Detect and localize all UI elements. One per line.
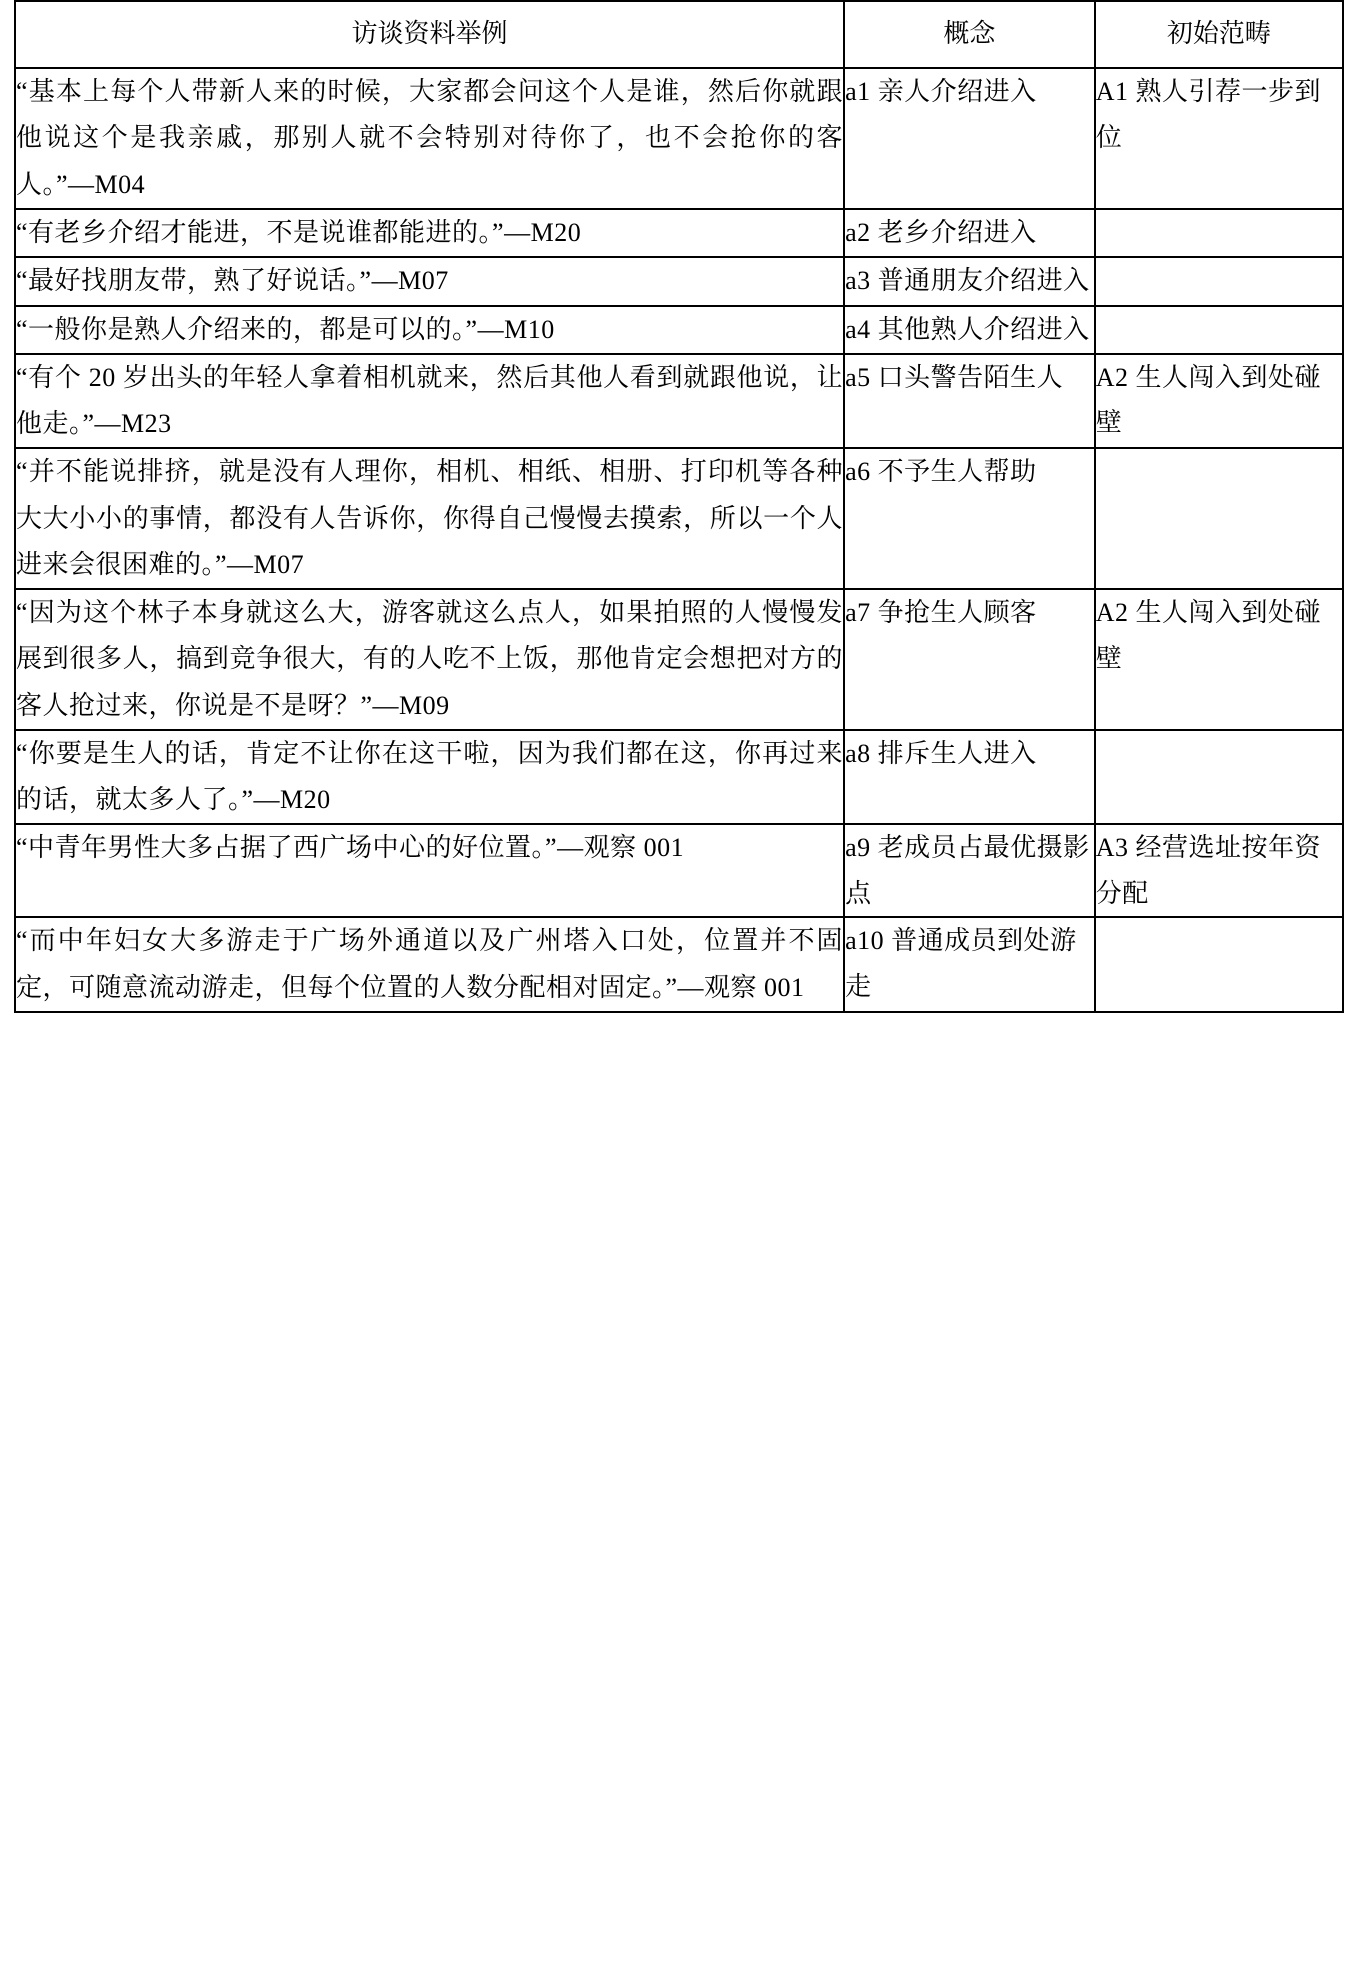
concept-text: a6 不予生人帮助 [845, 457, 1037, 487]
quote-cell [15, 448, 844, 589]
column-header-interview-examples: 访谈资料举例 [15, 1, 844, 68]
quote-text: “有老乡介绍才能进，不是说谁都能进的。”—M20 [16, 217, 582, 247]
concept-cell [844, 917, 1095, 1012]
concept-cell [844, 209, 1095, 257]
table-row [15, 257, 1343, 305]
quote-cell [15, 589, 844, 730]
table-row [15, 68, 1343, 209]
quote-text: “并不能说排挤，就是没有人理你，相机、相纸、相册、打印机等各种大大小小的事情，都没有人告诉你，你得自己慢慢去摸索，所以一个人进来会很困难的。”—M07 [16, 457, 844, 579]
concept-text: a10 普通成员到处游走 [845, 926, 1077, 1001]
quote-cell [15, 306, 844, 354]
table-row [15, 589, 1343, 730]
concept-cell [844, 354, 1095, 449]
column-header-initial-category: 初始范畴 [1095, 1, 1343, 68]
category-cell [1095, 306, 1343, 354]
column-header-concept: 概念 [844, 1, 1095, 68]
table-row [15, 306, 1343, 354]
concept-text: a3 普通朋友介绍进入 [845, 266, 1090, 296]
category-cell [1095, 730, 1343, 825]
quote-text: “中青年男性大多占据了西广场中心的好位置。”—观察 001 [16, 833, 685, 863]
category-text: A2 生人闯入到处碰壁 [1095, 362, 1322, 438]
table-body [15, 68, 1343, 1012]
concept-text: a5 口头警告陌生人 [845, 362, 1064, 392]
coding-table [14, 0, 1344, 1013]
table-header [15, 1, 1343, 68]
concept-cell [844, 824, 1095, 917]
quote-cell [15, 917, 844, 1012]
concept-text: a7 争抢生人顾客 [845, 598, 1037, 628]
quote-text: “最好找朋友带，熟了好说话。”—M07 [16, 266, 449, 296]
quote-cell [15, 354, 844, 449]
category-cell [1095, 448, 1343, 589]
table-row [15, 354, 1343, 449]
category-cell [1095, 68, 1343, 209]
category-cell [1095, 209, 1343, 257]
concept-text: a4 其他熟人介绍进入 [845, 314, 1090, 344]
concept-text: a2 老乡介绍进入 [845, 217, 1037, 247]
table-row [15, 209, 1343, 257]
concept-cell [844, 448, 1095, 589]
quote-cell [15, 730, 844, 825]
concept-text: a1 亲人介绍进入 [845, 77, 1037, 107]
concept-cell [844, 589, 1095, 730]
quote-text: “因为这个林子本身就这么大，游客就这么点人，如果拍照的人慢慢发展到很多人，搞到竞争很大，有的人吃不上饭，那他肯定会想把对方的客人抢过来，你说是不是呀？”—M09 [16, 598, 844, 720]
quote-cell [15, 257, 844, 305]
concept-cell [844, 306, 1095, 354]
table-row [15, 448, 1343, 589]
table-row [15, 917, 1343, 1012]
table-row [15, 730, 1343, 825]
category-cell [1095, 589, 1343, 730]
quote-text: “一般你是熟人介绍来的，都是可以的。”—M10 [16, 314, 555, 344]
concept-cell [844, 68, 1095, 209]
category-cell [1095, 257, 1343, 305]
concept-text: a8 排斥生人进入 [845, 738, 1037, 768]
category-text: A2 生人闯入到处碰壁 [1095, 598, 1322, 673]
quote-cell [15, 68, 844, 209]
quote-text: “有个 20 岁出头的年轻人拿着相机就来，然后其他人看到就跟他说，让他走。”—M23 [16, 362, 844, 439]
category-cell [1095, 824, 1343, 917]
category-cell [1095, 354, 1343, 449]
quote-cell [15, 209, 844, 257]
category-cell [1095, 917, 1343, 1012]
concept-text: a9 老成员占最优摄影点 [845, 833, 1090, 908]
category-text: A1 熟人引荐一步到位 [1095, 77, 1322, 152]
category-text: A3 经营选址按年资分配 [1095, 833, 1322, 908]
quote-text: “而中年妇女大多游走于广场外通道以及广州塔入口处，位置并不固定，可随意流动游走，但每个位置的人数分配相对固定。”—观察 001 [16, 926, 844, 1002]
quote-text: “你要是生人的话，肯定不让你在这干啦，因为我们都在这，你再过来的话，就太多人了。”—M20 [16, 738, 844, 815]
concept-cell [844, 730, 1095, 825]
quote-text: “基本上每个人带新人来的时候，大家都会问这个人是谁，然后你就跟他说这个是我亲戚，那别人就不会特别对待你了，也不会抢你的客人。”—M04 [16, 77, 844, 199]
concept-cell [844, 257, 1095, 305]
quote-cell [15, 824, 844, 917]
table-header-row [15, 1, 1343, 68]
table-row [15, 824, 1343, 917]
